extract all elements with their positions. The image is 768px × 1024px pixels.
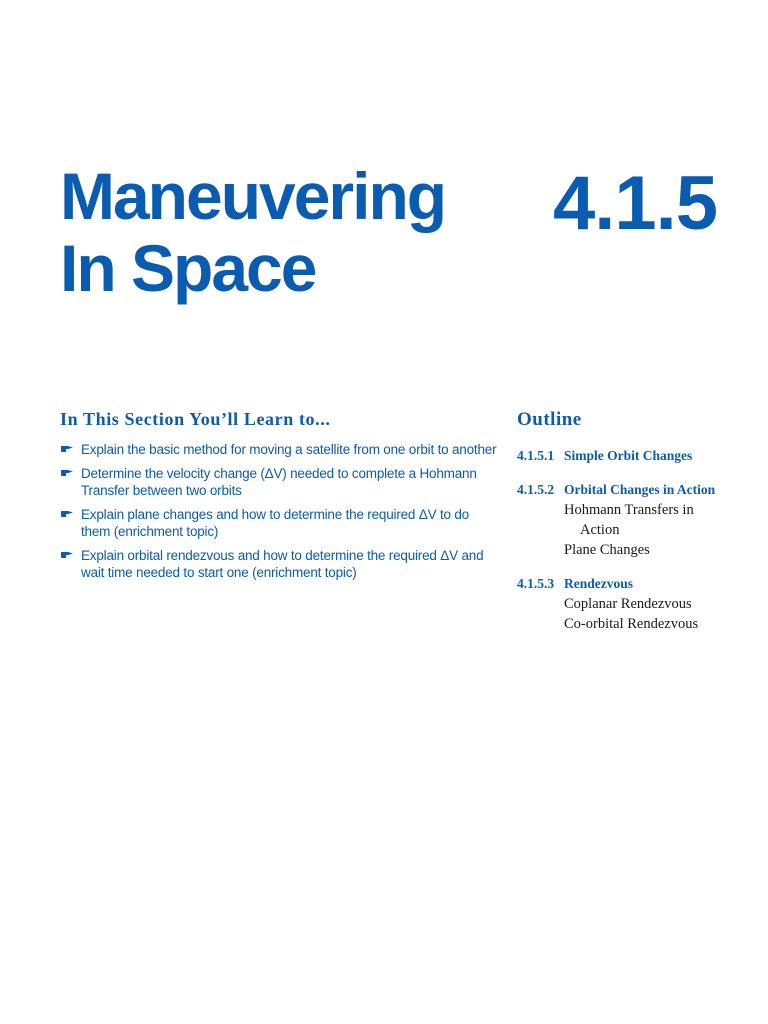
outline-entry-title: Orbital Changes in Action	[564, 482, 716, 497]
outline-subtopic: Coplanar Rendezvous	[564, 596, 692, 612]
outline-section-4-1-5-1	[517, 446, 757, 466]
chapter-title-line-1: Maneuvering	[60, 159, 446, 233]
chapter-title	[60, 160, 445, 304]
outline-entry-number: 4.1.5.3	[517, 576, 555, 591]
pointing-hand-icon	[60, 466, 74, 478]
outline-entry	[517, 574, 757, 594]
chapter-title-line-2: In Space	[60, 231, 316, 305]
outline-heading: Outline	[517, 409, 582, 430]
pointing-hand-icon	[60, 548, 74, 560]
learning-objective-text: Explain the basic method for moving a satellite from one orbit to another	[81, 442, 497, 457]
learning-objective-item	[60, 465, 500, 499]
learning-objective-item	[60, 441, 500, 458]
outline-subtopic: Hohmann Transfers in Action	[564, 502, 694, 538]
pointing-hand-icon	[60, 442, 74, 454]
outline-entry	[517, 480, 757, 500]
outline-section-4-1-5-3	[517, 574, 757, 634]
pointing-hand-icon	[60, 507, 74, 519]
outline-entry-title: Rendezvous	[564, 576, 634, 591]
outline-subtopic: Plane Changes	[564, 542, 650, 558]
outline-entry	[517, 446, 757, 466]
outline-subtopic: Co-orbital Rendezvous	[564, 616, 699, 632]
section-number: 4.1.5	[553, 161, 718, 246]
outline-entry-number: 4.1.5.1	[517, 448, 555, 463]
outline-entry-title: Simple Orbit Changes	[564, 448, 693, 463]
learning-objective-text: Determine the velocity change (ΔV) needed to complete a Hohmann Transfer between two orbits	[81, 466, 477, 498]
outline-entry-number: 4.1.5.2	[517, 482, 555, 497]
learn-heading: In This Section You’ll Learn to...	[60, 409, 331, 429]
outline-section-4-1-5-2	[517, 480, 757, 560]
learning-objective-item	[60, 506, 500, 540]
learning-objective-text: Explain orbital rendezvous and how to determine the required ΔV and wait time needed to start one (enrichment topic)	[81, 548, 484, 580]
learning-objective-text: Explain plane changes and how to determine the required ΔV to do them (enrichment topic)	[81, 507, 469, 539]
learning-objective-item	[60, 547, 500, 581]
outline-list	[517, 446, 757, 648]
learning-objectives-list	[60, 441, 500, 588]
